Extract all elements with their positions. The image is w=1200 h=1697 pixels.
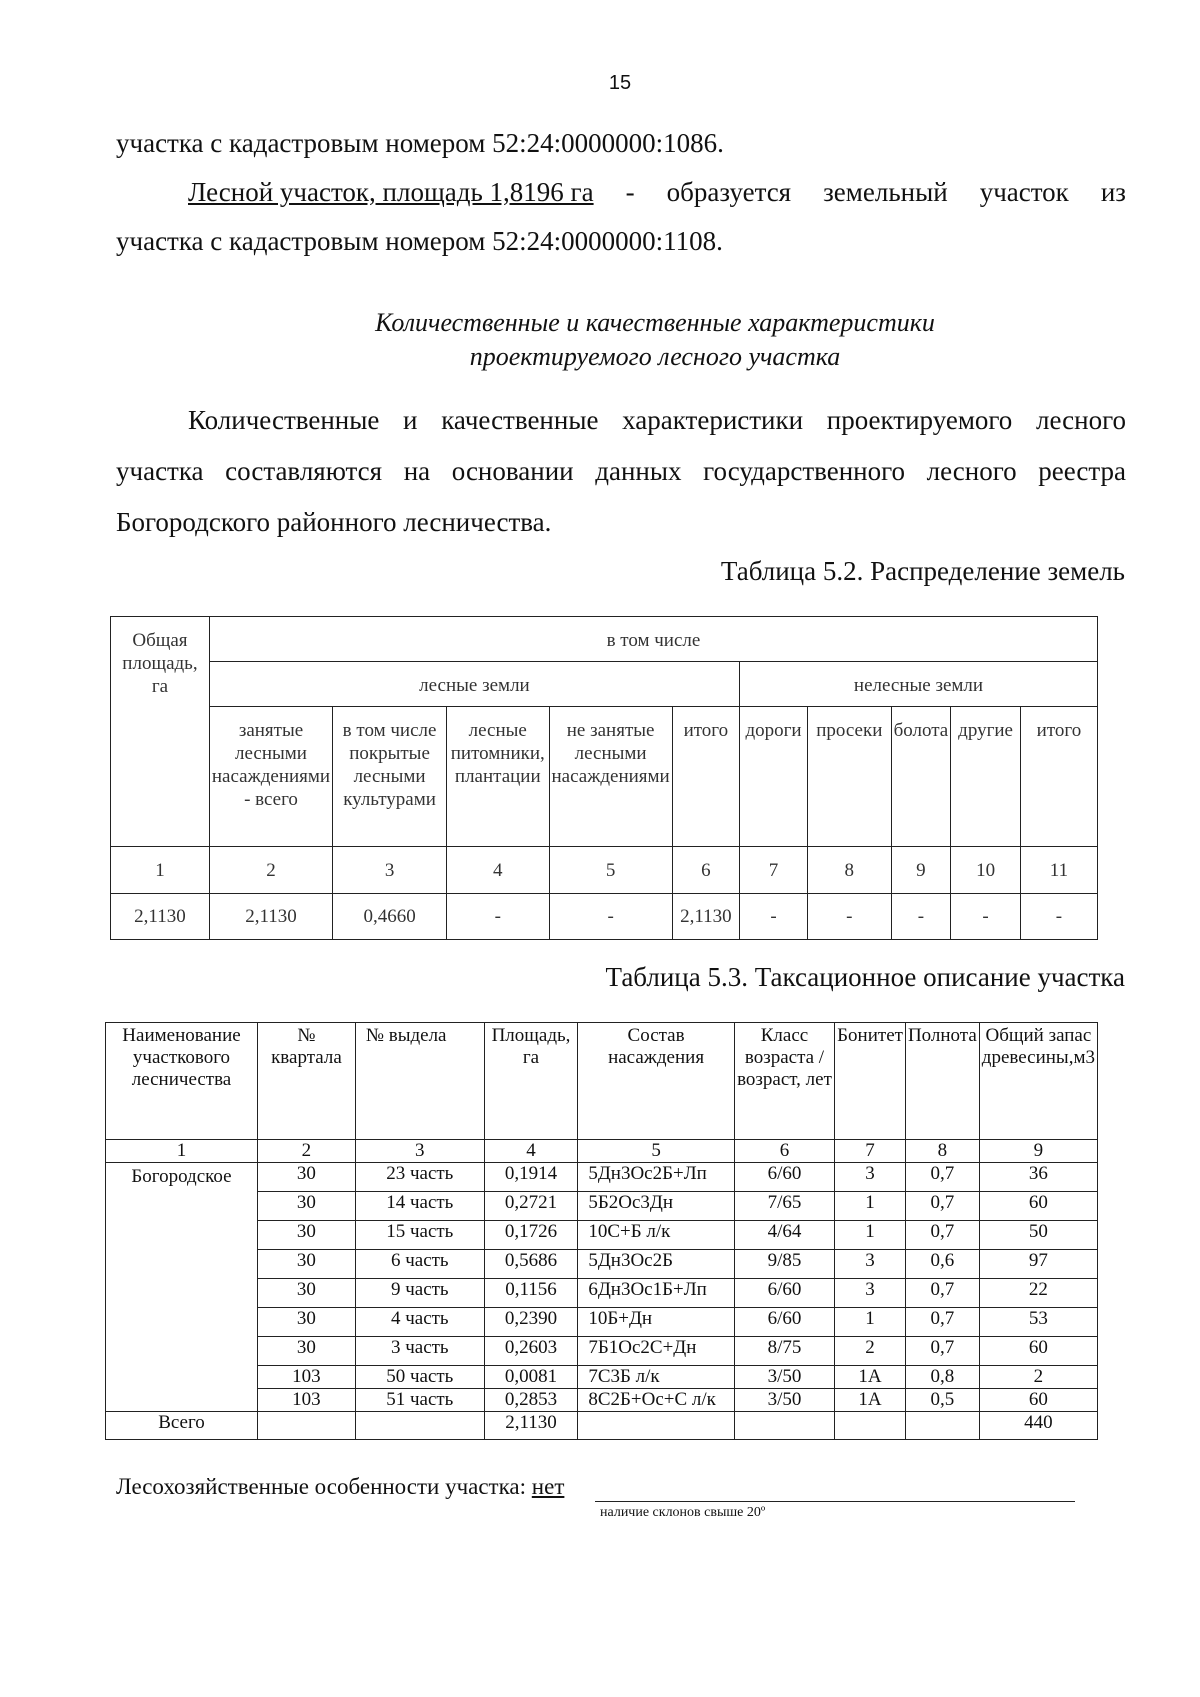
- cell: 3/50: [734, 1366, 834, 1389]
- cell: 14 часть: [355, 1192, 484, 1221]
- column-number: 11: [1020, 847, 1097, 894]
- column-number: 7: [835, 1140, 906, 1163]
- header-quarter: № квартала: [257, 1023, 355, 1140]
- column-number: 3: [355, 1140, 484, 1163]
- total-area: 2,1130: [484, 1412, 578, 1440]
- value-cell: 2,1130: [209, 894, 332, 940]
- cell: 8С2Б+Ос+С л/к: [578, 1389, 734, 1412]
- cell: 8/75: [734, 1337, 834, 1366]
- taxation-table: [105, 1022, 1098, 1440]
- cell: 15 часть: [355, 1221, 484, 1250]
- cell: 0,8: [905, 1366, 979, 1389]
- subheader: лесные питомники, плантации: [447, 707, 549, 847]
- cell: 5Дн3Ос2Б: [578, 1250, 734, 1279]
- header-forest-lands: лесные земли: [209, 662, 739, 707]
- value-cell: -: [447, 894, 549, 940]
- value-cell: -: [951, 894, 1021, 940]
- subheader: не занятые лесными насаждениями: [549, 707, 672, 847]
- cell: [734, 1412, 834, 1440]
- cell: 1А: [835, 1366, 906, 1389]
- value-cell: -: [740, 894, 808, 940]
- cell: 30: [257, 1163, 355, 1192]
- column-number: 8: [905, 1140, 979, 1163]
- cell: 7С3Б л/к: [578, 1366, 734, 1389]
- word: из: [1100, 177, 1126, 207]
- cell: 23 часть: [355, 1163, 484, 1192]
- word: земельный: [823, 177, 948, 207]
- subheader: просеки: [808, 707, 892, 847]
- value-cell: -: [1020, 894, 1097, 940]
- forestry-name: Богородское: [106, 1163, 258, 1412]
- column-number: 2: [257, 1140, 355, 1163]
- cell: 5Дн3Ос2Б+Лп: [578, 1163, 734, 1192]
- section-title-line-1: Количественные и качественные характеристики: [375, 308, 935, 337]
- cell: 0,7: [905, 1279, 979, 1308]
- paragraph-3-line-1: Количественные и качественные характеристики проектируемого лесного: [188, 405, 1126, 435]
- cell: 10Б+Дн: [578, 1308, 734, 1337]
- cell: 103: [257, 1389, 355, 1412]
- total-label: Всего: [106, 1412, 258, 1440]
- forestry-features: [116, 1474, 564, 1500]
- cell: 0,7: [905, 1308, 979, 1337]
- cell: 5Б2Ос3Дн: [578, 1192, 734, 1221]
- column-number: 6: [734, 1140, 834, 1163]
- header-total-area: Общая площадь, га: [111, 617, 210, 847]
- cell: 6/60: [734, 1279, 834, 1308]
- cell: 60: [979, 1192, 1097, 1221]
- value-cell: 0,4660: [333, 894, 447, 940]
- cell: 2: [835, 1337, 906, 1366]
- cell: 0,7: [905, 1337, 979, 1366]
- forest-plot-title: Лесной участок, площадь 1,8196 га: [188, 177, 594, 207]
- table-5-3-caption: Таблица 5.3. Таксационное описание участка: [605, 962, 1125, 992]
- column-number: 4: [484, 1140, 578, 1163]
- cell: 97: [979, 1250, 1097, 1279]
- subheader: болота: [891, 707, 951, 847]
- cell: 3/50: [734, 1389, 834, 1412]
- column-number: 1: [106, 1140, 258, 1163]
- cell: 0,1726: [484, 1221, 578, 1250]
- cell: 0,7: [905, 1221, 979, 1250]
- cell: 2: [979, 1366, 1097, 1389]
- header-area: Площадь, га: [484, 1023, 578, 1140]
- cell: 9 часть: [355, 1279, 484, 1308]
- cell: 60: [979, 1389, 1097, 1412]
- land-distribution-table: [110, 616, 1098, 940]
- word: образуется: [666, 177, 792, 207]
- subheader: другие: [951, 707, 1021, 847]
- value-cell: -: [808, 894, 892, 940]
- header-composition: Состав насаждения: [578, 1023, 734, 1140]
- cell: 36: [979, 1163, 1097, 1192]
- cell: [257, 1412, 355, 1440]
- header-bonitet: Бонитет: [835, 1023, 906, 1140]
- word: участок: [979, 177, 1069, 207]
- cell: 0,1914: [484, 1163, 578, 1192]
- cell: 0,6: [905, 1250, 979, 1279]
- cell: 0,7: [905, 1163, 979, 1192]
- cell: 30: [257, 1279, 355, 1308]
- total-stock: 440: [979, 1412, 1097, 1440]
- column-number: 8: [808, 847, 892, 894]
- subheader: дороги: [740, 707, 808, 847]
- cell: 0,0081: [484, 1366, 578, 1389]
- paragraph-2-line-2: участка с кадастровым номером 52:24:0000000:1108.: [116, 226, 723, 256]
- cell: 3: [835, 1250, 906, 1279]
- paragraph-3-line-3: Богородского районного лесничества.: [116, 507, 552, 537]
- cell: 1А: [835, 1389, 906, 1412]
- paragraph-3-line-2: участка составляются на основании данных государственного лесного реестра: [116, 456, 1126, 486]
- cell: 0,7: [905, 1192, 979, 1221]
- header-age-class: Класс возраста / возраст, лет: [734, 1023, 834, 1140]
- column-number: 9: [891, 847, 951, 894]
- cell: 10С+Б л/к: [578, 1221, 734, 1250]
- cell: 9/85: [734, 1250, 834, 1279]
- features-label: Лесохозяйственные особенности участка:: [116, 1474, 527, 1499]
- header-including: в том числе: [209, 617, 1097, 662]
- header-stock: Общий запас древесины,м3: [979, 1023, 1097, 1140]
- cell: 30: [257, 1308, 355, 1337]
- column-number: 5: [578, 1140, 734, 1163]
- page-number: 15: [608, 72, 632, 94]
- word: -: [625, 177, 635, 207]
- column-number: 6: [672, 847, 739, 894]
- header-forestry: Наименование участкового лесничества: [106, 1023, 258, 1140]
- column-number: 9: [979, 1140, 1097, 1163]
- column-number: 7: [740, 847, 808, 894]
- cell: 30: [257, 1337, 355, 1366]
- paragraph-2-line-1: [188, 177, 1126, 208]
- header-density: Полнота: [905, 1023, 979, 1140]
- column-number: 1: [111, 847, 210, 894]
- value-cell: 2,1130: [111, 894, 210, 940]
- total-row: [106, 1412, 1098, 1440]
- cell: 103: [257, 1366, 355, 1389]
- cell: 7/65: [734, 1192, 834, 1221]
- cell: 22: [979, 1279, 1097, 1308]
- column-number: 5: [549, 847, 672, 894]
- cell: 7Б1Ос2С+Дн: [578, 1337, 734, 1366]
- cell: 1: [835, 1221, 906, 1250]
- cell: 4/64: [734, 1221, 834, 1250]
- cell: 3: [835, 1279, 906, 1308]
- cell: 4 часть: [355, 1308, 484, 1337]
- column-number: 2: [209, 847, 332, 894]
- subheader: итого: [1020, 707, 1097, 847]
- column-number: 3: [333, 847, 447, 894]
- column-number: 4: [447, 847, 549, 894]
- subheader: в том числе покрытые лесными культурами: [333, 707, 447, 847]
- cell: 50 часть: [355, 1366, 484, 1389]
- cell: 3: [835, 1163, 906, 1192]
- cell: 51 часть: [355, 1389, 484, 1412]
- cell: 53: [979, 1308, 1097, 1337]
- cell: 6Дн3Ос1Б+Лп: [578, 1279, 734, 1308]
- cell: 0,2603: [484, 1337, 578, 1366]
- header-nonforest-lands: нелесные земли: [740, 662, 1098, 707]
- value-cell: -: [549, 894, 672, 940]
- cell: 6/60: [734, 1308, 834, 1337]
- cell: [835, 1412, 906, 1440]
- column-number: 10: [951, 847, 1021, 894]
- cell: 3 часть: [355, 1337, 484, 1366]
- cell: 1: [835, 1192, 906, 1221]
- cell: 0,2853: [484, 1389, 578, 1412]
- table-5-2-caption: Таблица 5.2. Распределение земель: [720, 556, 1125, 586]
- cell: 6 часть: [355, 1250, 484, 1279]
- cell: 30: [257, 1221, 355, 1250]
- paragraph-1-line: участка с кадастровым номером 52:24:0000000:1086.: [116, 128, 724, 158]
- subheader: итого: [672, 707, 739, 847]
- cell: 0,2721: [484, 1192, 578, 1221]
- cell: [905, 1412, 979, 1440]
- section-title-line-2: проектируемого лесного участка: [469, 342, 841, 371]
- features-underline: [595, 1501, 1075, 1502]
- value-cell: 2,1130: [672, 894, 739, 940]
- table-row: [106, 1163, 1098, 1192]
- cell: 0,1156: [484, 1279, 578, 1308]
- subheader: занятые лесными насаждениями - всего: [209, 707, 332, 847]
- cell: 50: [979, 1221, 1097, 1250]
- cell: 1: [835, 1308, 906, 1337]
- cell: 0,5686: [484, 1250, 578, 1279]
- value-cell: -: [891, 894, 951, 940]
- features-note: наличие склонов свыше 20º: [600, 1505, 766, 1520]
- features-value: нет: [531, 1474, 565, 1499]
- cell: [578, 1412, 734, 1440]
- header-allotment: № выдела: [355, 1023, 484, 1140]
- cell: 30: [257, 1192, 355, 1221]
- cell: 0,5: [905, 1389, 979, 1412]
- cell: 30: [257, 1250, 355, 1279]
- cell: 0,2390: [484, 1308, 578, 1337]
- cell: 6/60: [734, 1163, 834, 1192]
- cell: [355, 1412, 484, 1440]
- cell: 60: [979, 1337, 1097, 1366]
